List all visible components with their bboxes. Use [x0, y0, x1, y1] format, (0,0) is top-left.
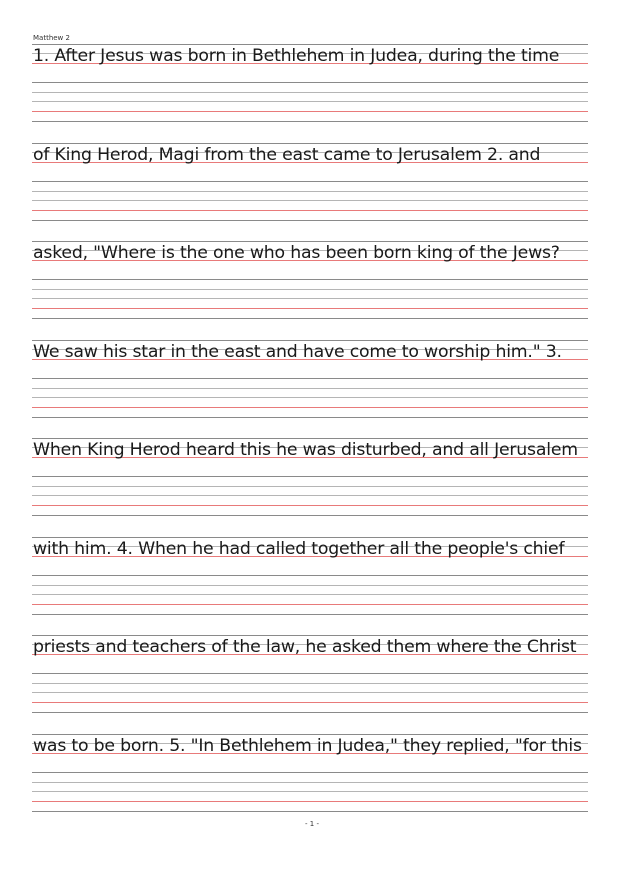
gray-guide-line	[32, 200, 588, 201]
gray-guide-line	[32, 614, 588, 615]
page-header-title: Matthew 2	[33, 34, 70, 42]
scripture-line-text: asked, "Where is the one who has been born king of the Jews?	[33, 243, 560, 263]
practice-line-block	[32, 44, 588, 134]
gray-guide-line	[32, 585, 588, 586]
gray-guide-line	[32, 673, 588, 674]
gray-guide-line	[32, 417, 588, 418]
gray-guide-line	[32, 318, 588, 319]
gray-guide-line	[32, 181, 588, 182]
gray-guide-line	[32, 782, 588, 783]
scripture-line-text: We saw his star in the east and have come to worship him." 3.	[33, 341, 562, 362]
gray-guide-line	[32, 476, 588, 477]
gray-guide-line	[32, 635, 588, 636]
practice-line-block	[32, 143, 588, 233]
page-number: - 1 -	[305, 820, 319, 828]
red-guide-line	[32, 505, 588, 506]
gray-guide-line	[32, 495, 588, 496]
red-guide-line	[32, 111, 588, 112]
practice-line-block	[32, 340, 588, 430]
gray-guide-line	[32, 191, 588, 192]
gray-guide-line	[32, 143, 588, 144]
gray-guide-line	[32, 772, 588, 773]
scripture-line-text: priests and teachers of the law, he asked them where the Christ	[33, 637, 577, 657]
red-guide-line	[32, 407, 588, 408]
gray-guide-line	[32, 388, 588, 389]
gray-guide-line	[32, 82, 588, 83]
scripture-line-text: When King Herod heard this he was disturbed, and all Jerusalem	[33, 440, 578, 460]
gray-guide-line	[32, 92, 588, 93]
gray-guide-line	[32, 298, 588, 299]
gray-guide-line	[32, 44, 588, 45]
gray-guide-line	[32, 397, 588, 398]
gray-guide-line	[32, 594, 588, 595]
practice-line-block	[32, 635, 588, 725]
gray-guide-line	[32, 537, 588, 538]
gray-guide-line	[32, 692, 588, 693]
gray-guide-line	[32, 340, 588, 341]
red-guide-line	[32, 801, 588, 802]
gray-guide-line	[32, 279, 588, 280]
red-guide-line	[32, 604, 588, 605]
practice-line-block	[32, 537, 588, 627]
gray-guide-line	[32, 683, 588, 684]
gray-guide-line	[32, 220, 588, 221]
red-guide-line	[32, 702, 588, 703]
scripture-line-text: was to be born. 5. "In Bethlehem in Judea," they replied, "for this	[33, 735, 582, 756]
scripture-line-text: with him. 4. When he had called together all the people's chief	[33, 538, 565, 559]
gray-guide-line	[32, 515, 588, 516]
gray-guide-line	[32, 121, 588, 122]
gray-guide-line	[32, 712, 588, 713]
gray-guide-line	[32, 438, 588, 439]
scripture-line-text: of King Herod, Magi from the east came to Jerusalem 2. and	[33, 144, 541, 165]
practice-line-block	[32, 438, 588, 528]
gray-guide-line	[32, 101, 588, 102]
gray-guide-line	[32, 734, 588, 735]
gray-guide-line	[32, 486, 588, 487]
gray-guide-line	[32, 811, 588, 812]
red-guide-line	[32, 308, 588, 309]
gray-guide-line	[32, 575, 588, 576]
gray-guide-line	[32, 791, 588, 792]
gray-guide-line	[32, 378, 588, 379]
scripture-line-text: 1. After Jesus was born in Bethlehem in Judea, during the time	[33, 46, 560, 66]
practice-line-block	[32, 241, 588, 331]
practice-line-block	[32, 734, 588, 824]
gray-guide-line	[32, 289, 588, 290]
red-guide-line	[32, 210, 588, 211]
gray-guide-line	[32, 241, 588, 242]
